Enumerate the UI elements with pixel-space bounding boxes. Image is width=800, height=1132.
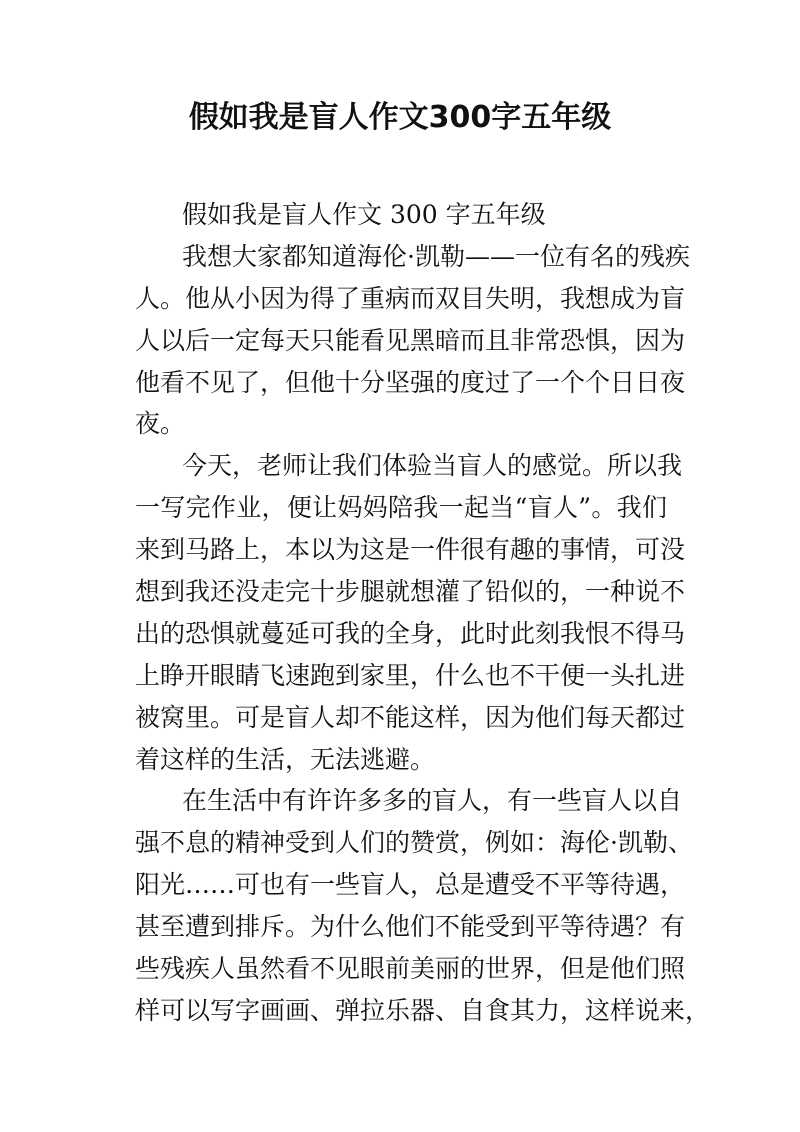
document-title: 假如我是盲人作文300字五年级 [188,100,612,135]
text-line: 夜。 [135,409,186,439]
paragraph [135,236,690,445]
text-line: 着这样的生活，无法逃避。 [135,744,436,774]
text-line: 在生活中有许许多多的盲人，有一些盲人以自 [182,786,683,816]
text-line: 今天，老师让我们体验当盲人的感觉。所以我 [182,451,683,481]
paragraph [135,445,686,780]
text-line: 上睁开眼睛飞速跑到家里，什么也不干便一头扎进 [135,660,686,690]
text-line: 样可以写字画画、弹拉乐器、自食其力，这样说来， [135,995,711,1025]
paragraph [135,194,667,236]
text-line: 假如我是盲人作文 300 字五年级 [182,200,546,229]
text-line: 想到我还没走完十步腿就想灌了铅似的，一种说不 [135,577,686,607]
text-line: 一写完作业，便让妈妈陪我一起当“盲人”。我们 [135,493,667,523]
text-line: 甚至遭到排斥。为什么他们不能受到平等待遇？有 [135,912,686,942]
document-body [135,194,711,1032]
text-line: 来到马路上，本以为这是一件很有趣的事情，可没 [135,535,686,565]
text-line: 些残疾人虽然看不见眼前美丽的世界，但是他们照 [135,954,686,984]
text-line: 出的恐惧就蔓延可我的全身，此时此刻我恨不得马 [135,618,686,648]
text-line: 人。他从小因为得了重病而双目失明，我想成为盲 [135,283,686,313]
text-line: 他看不见了，但他十分坚强的度过了一个个日日夜 [135,367,686,397]
text-line: 强不息的精神受到人们的赞赏，例如：海伦·凯勒、 [135,828,693,858]
text-line: 被窝里。可是盲人却不能这样，因为他们每天都过 [135,702,686,732]
paragraph [135,780,711,1031]
text-line: 阳光……可也有一些盲人，总是遭受不平等待遇， [135,870,686,900]
text-line: 我想大家都知道海伦·凯勒——一位有名的残疾 [182,241,690,271]
text-line: 人以后一定每天只能看见黑暗而且非常恐惧，因为 [135,325,686,355]
